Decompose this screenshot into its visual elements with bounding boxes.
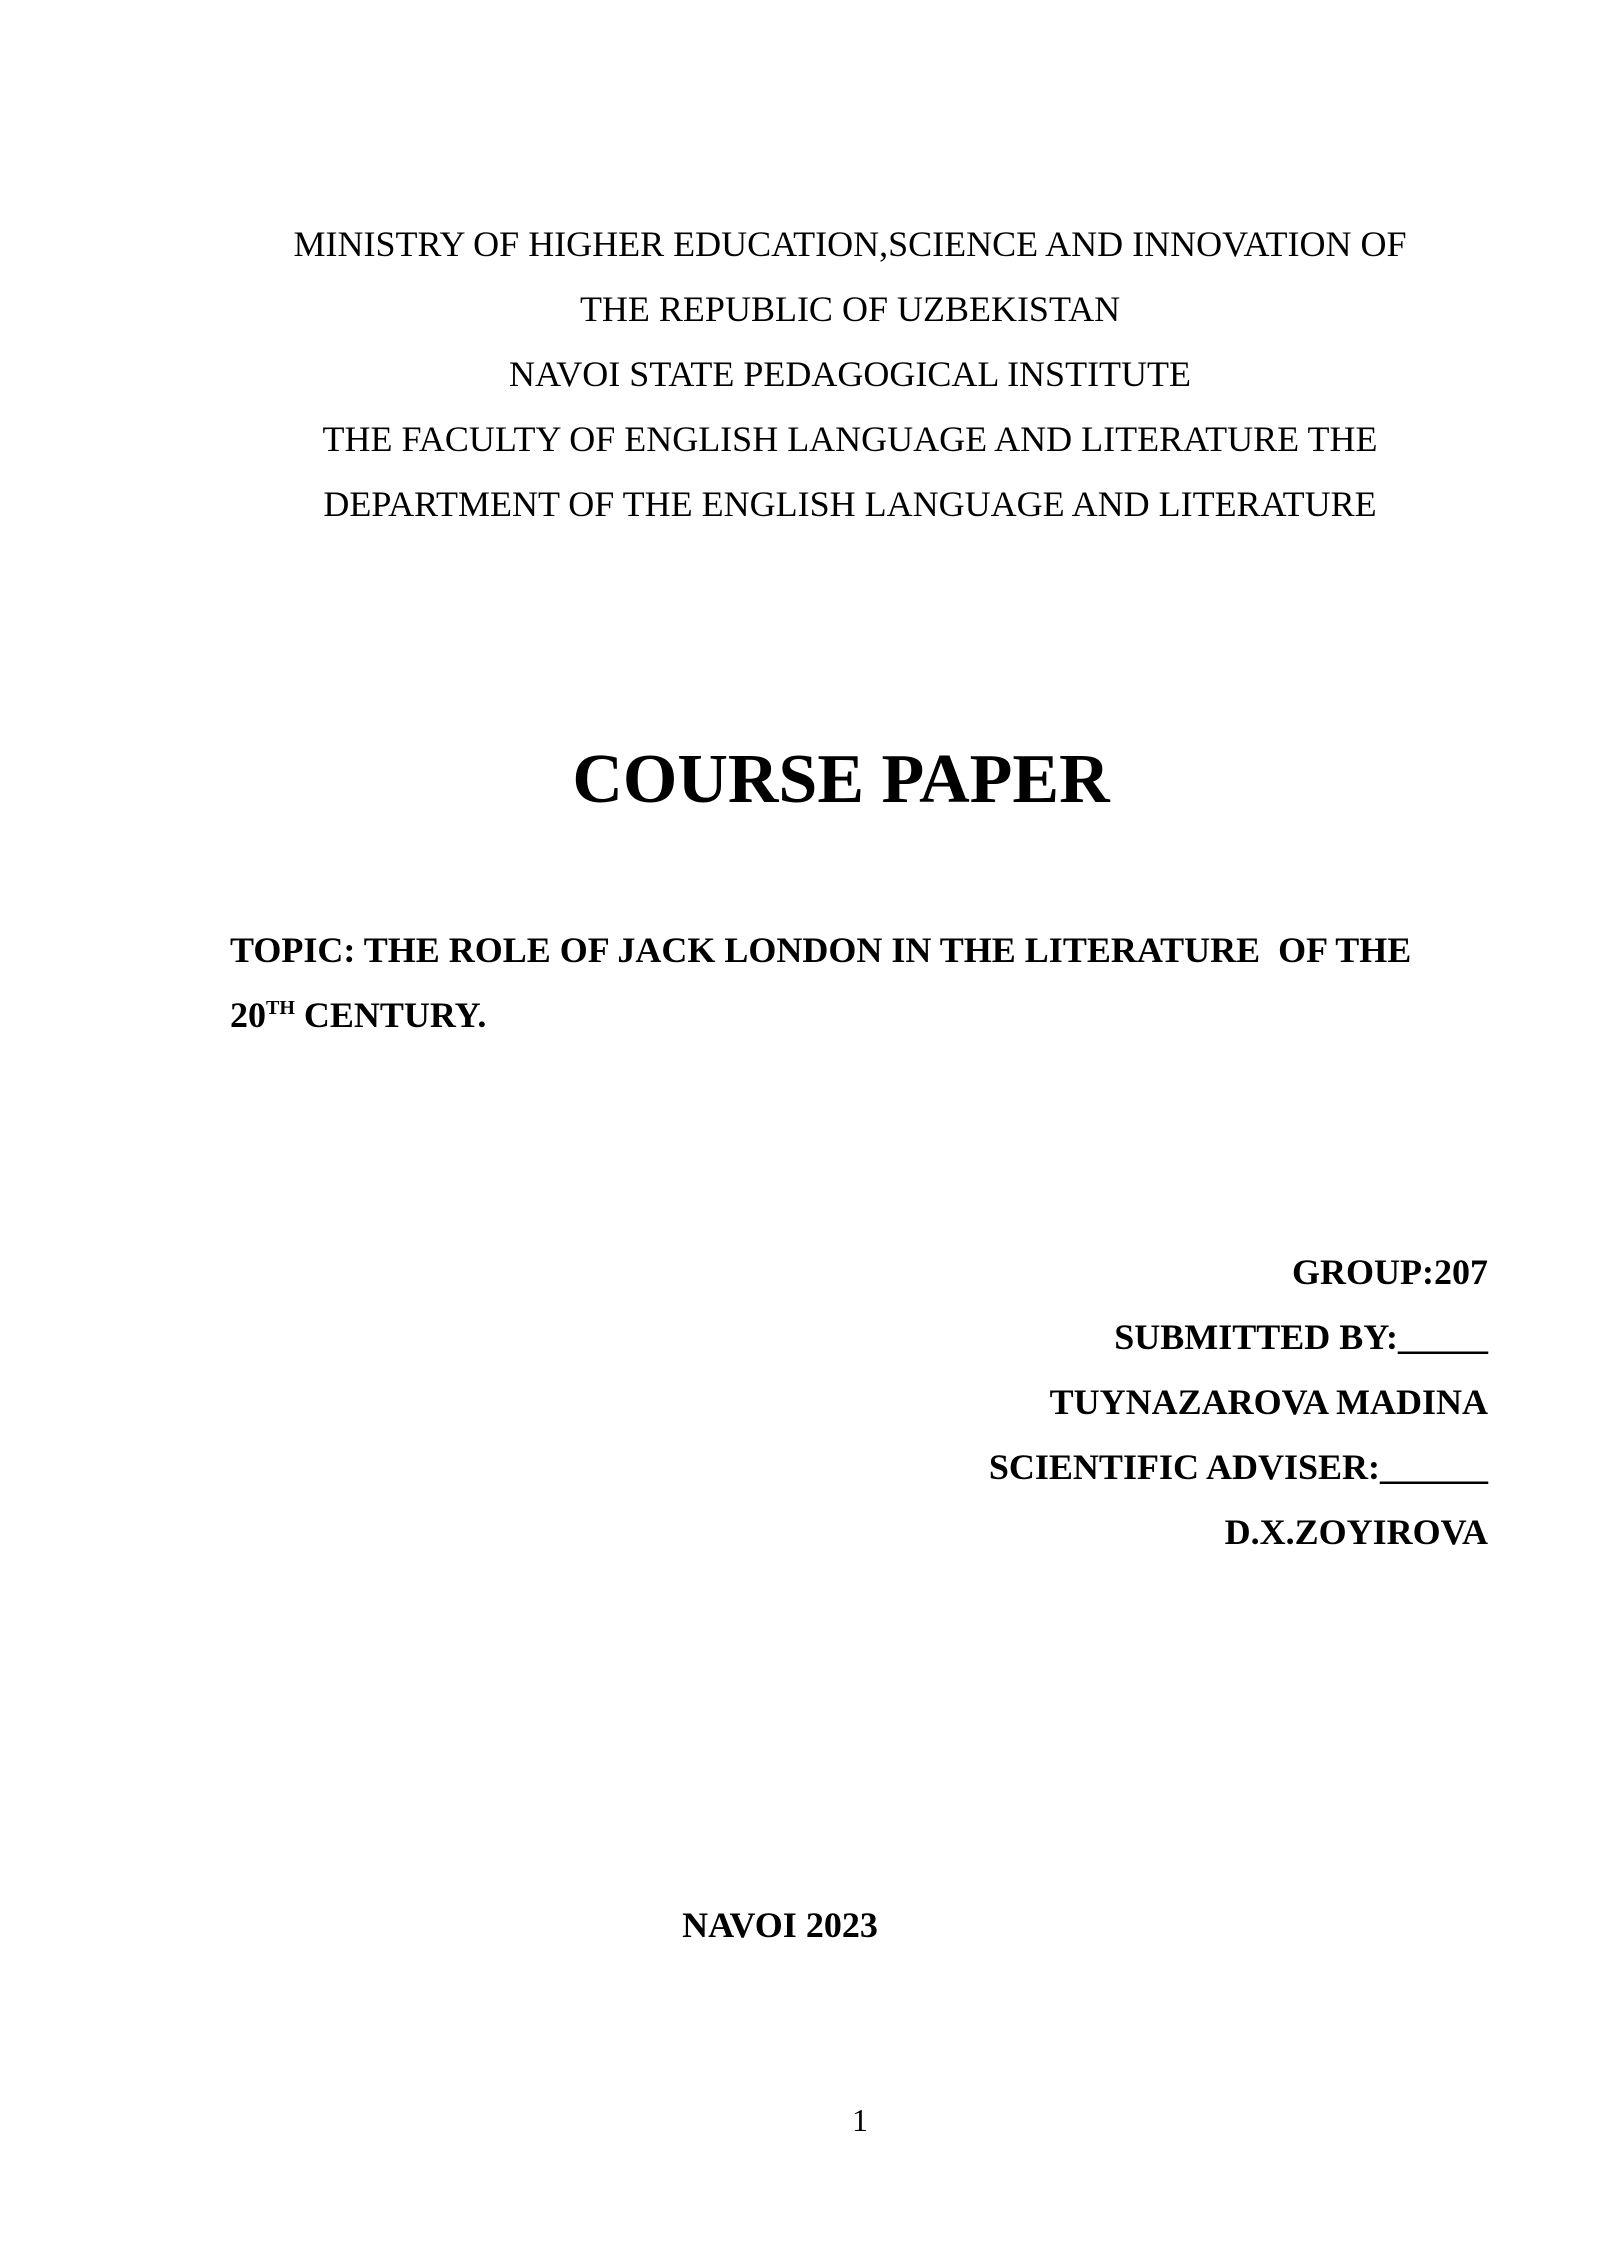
adviser-label: SCIENTIFIC ADVISER:______ [988,1447,1488,1487]
header-institute-line: NAVOI STATE PEDAGOGICAL INSTITUTE [508,354,1192,394]
topic-century-suffix: CENTURY. [294,995,487,1035]
adviser-name: D.X.ZOYIROVA [1224,1512,1488,1552]
topic-century-superscript: TH [266,997,295,1019]
topic-century-number: 20 [230,995,266,1035]
institution-header [220,212,1480,537]
header-faculty-line: THE FACULTY OF ENGLISH LANGUAGE AND LITERATURE THE [322,419,1378,459]
city-year: NAVOI 2023 [682,1905,878,1945]
student-name: TUYNAZAROVA MADINA [1049,1382,1488,1422]
header-republic-line: THE REPUBLIC OF UZBEKISTAN [579,289,1121,329]
submission-info [989,1240,1488,1565]
header-department-line: DEPARTMENT OF THE ENGLISH LANGUAGE AND LITERATURE [323,484,1377,524]
page-title: COURSE PAPER [572,741,1110,818]
topic-line-2 [230,983,1490,1048]
header-ministry-line: MINISTRY OF HIGHER EDUCATION,SCIENCE AND INNOVATION OF [293,224,1407,264]
topic-block [230,918,1490,1048]
group-label: GROUP:207 [1292,1252,1488,1292]
page-number: 1 [852,2102,868,2138]
topic-line-1: TOPIC: THE ROLE OF JACK LONDON IN THE LITERATURE OF THE [230,930,1412,970]
submitted-by-label: SUBMITTED BY:_____ [1114,1317,1488,1357]
